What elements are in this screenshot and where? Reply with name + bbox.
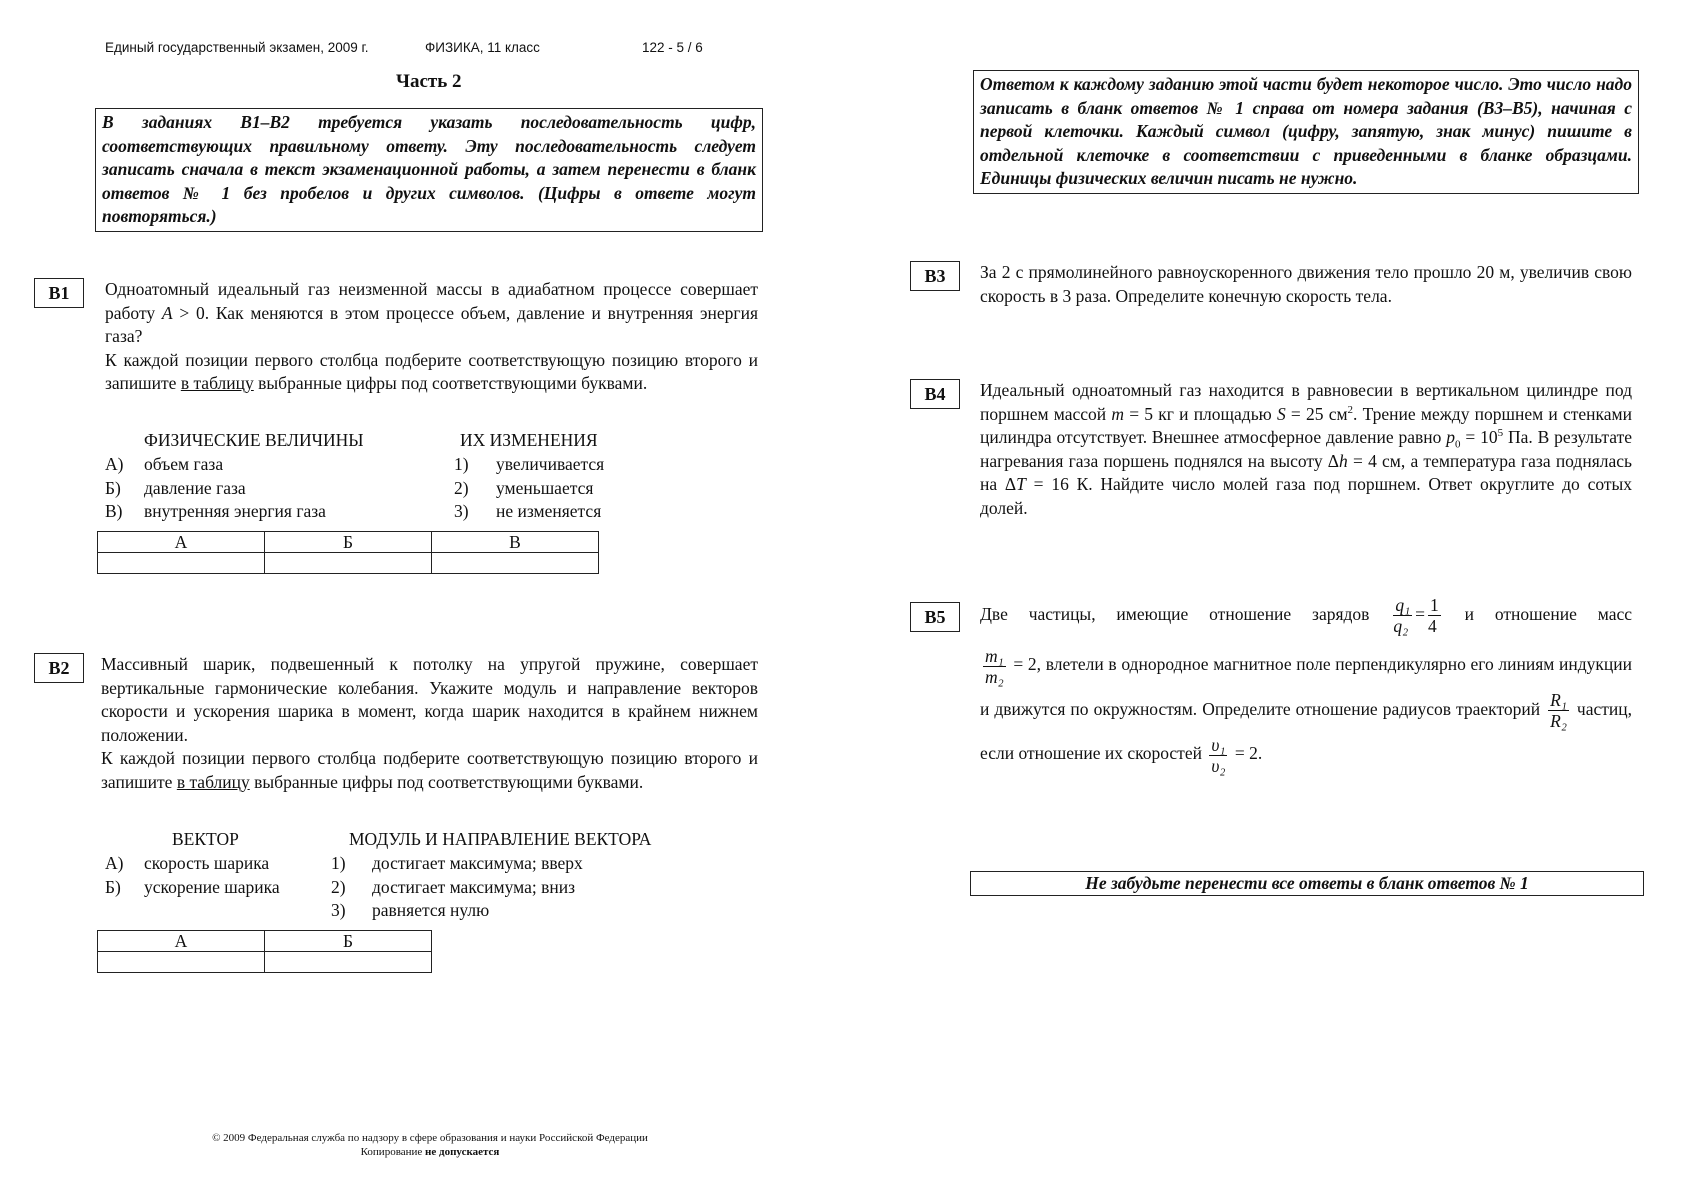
instructions-b3-b5: Ответом к каждому заданию этой части будет некоторое число. Это число надо записать в бланк ответов № 1 справа от номера задания (В3–В5), начиная с первой клеточки. Каждый символ (цифру, запятую, знак минус) пишите в отдельной клеточке в соответствии с приведенными в бланке образцами. Единицы физических величин писать не нужно. xyxy=(973,70,1639,194)
b2-answer-table: А Б xyxy=(97,930,432,973)
part-title: Часть 2 xyxy=(396,71,462,92)
b2-right-list: 1) достигает максимума; вверх 2) достигает максимума; вниз 3) равняется нулю xyxy=(331,853,583,920)
b1-col2-header: ИХ ИЗМЕНЕНИЯ xyxy=(460,430,598,450)
task-b2 xyxy=(101,653,758,794)
task-b1 xyxy=(105,278,758,396)
task-label-b4: В4 xyxy=(910,379,960,409)
b1-answer-table: А Б В xyxy=(97,531,599,574)
b1-answer-b[interactable] xyxy=(265,553,432,574)
radius-ratio: $\frac{\text{R₁}}{\text{R₂}}$ xyxy=(1550,690,1567,732)
b1-question: Одноатомный идеальный газ неизменной массы в адиабатном процессе совершает работу A > 0. Как меняются в этом процессе объем, давление и внутренняя энергия газа? xyxy=(105,279,758,346)
reminder-box: Не забудьте перенести все ответы в бланк ответов № 1 xyxy=(970,871,1644,896)
b1-answer-a[interactable] xyxy=(98,553,265,574)
b1-col1-header: ФИЗИЧЕСКИЕ ВЕЛИЧИНЫ xyxy=(144,430,364,450)
b2-col2-header: МОДУЛЬ И НАПРАВЛЕНИЕ ВЕКТОРА xyxy=(349,829,652,849)
velocity-ratio: $\frac{\text{υ₁}}{\text{υ₂}}$ xyxy=(1211,734,1226,776)
task-b4: Идеальный одноатомный газ находится в равновесии в вертикальном цилиндре под поршнем массой m = 5 кг и площадью S = 25 $см^2$. Трение между поршнем и стенками цилиндра отсутствует. Внешнее атмосферное давление равно $p_0 = 10^5$ Па. В результате нагревания газа поршень поднялся на высоту Δh = 4 см, а температура газа поднялась на ΔT = 16 К. Найдите число молей газа под поршнем. Ответ округлите до сотых долей. xyxy=(980,380,1633,518)
task-label-b3: В3 xyxy=(910,261,960,291)
task-b5: Две частицы, имеющие отношение зарядов $\frac{\text{q₁}}{\text{q₂}}$ = $\frac{1}{4}$ и отношение масс $\frac{\text{m₁}}{\text{m₂}}$ = 2, влетели в однородное магнитное поле перпендикулярно его линиям индукции и движутся по окружностям. Определите отношение радиусов траекторий $\frac{\text{R₁}}{\text{R₂}}$ частиц, если отношение их скоростей $\frac{\text{υ₁}}{\text{υ₂}}$ = 2. xyxy=(980,595,1633,776)
mass-ratio: $\frac{\text{m₁}}{\text{m₂}}$ xyxy=(985,645,1004,687)
b1-answer-v[interactable] xyxy=(432,553,599,574)
task-label-b2: В2 xyxy=(34,653,84,683)
header-page: 122 - 5 / 6 xyxy=(642,40,703,55)
b2-question: Массивный шарик, подвешенный к потолку на упругой пружине, совершает вертикальные гармонические колебания. Укажите модуль и направление векторов скорости и ускорения шарика в момент, когда шарик находится в крайнем нижнем положении. xyxy=(101,654,758,745)
header-exam: Единый государственный экзамен, 2009 г. xyxy=(105,40,369,55)
task-label-b1: В1 xyxy=(34,278,84,308)
b2-answer-b[interactable] xyxy=(265,952,432,973)
task-label-b5: В5 xyxy=(910,602,960,632)
b2-left-list: А) скорость шарика Б) ускорение шарика xyxy=(105,853,280,897)
charge-ratio: $\frac{\text{q₁}}{\text{q₂}}$ xyxy=(1393,595,1411,637)
task-b3: За 2 с прямолинейного равноускоренного движения тело прошло 20 м, увеличив свою скорость в 3 раза. Определите конечную скорость тела. xyxy=(980,262,1632,306)
b1-left-list: А) объем газа Б) давление газа В) внутренняя энергия газа xyxy=(105,454,326,521)
b1-right-list: 1) увеличивается 2) уменьшается 3) не изменяется xyxy=(454,454,605,521)
b2-col1-header: ВЕКТОР xyxy=(172,829,239,849)
b1-instruction: К каждой позиции первого столбца подберите соответствующую позицию второго и запишите в таблицу выбранные цифры под соответствующими буквами. xyxy=(105,349,758,393)
instructions-b1-b2: В заданиях В1–В2 требуется указать последовательность цифр, соответствующих правильному ответу. Эту последовательность следует записать сначала в текст экзаменационной работы, а затем перенести в бланк ответов № 1 без пробелов и других символов. (Цифры в ответе могут повторяться.) xyxy=(95,108,763,232)
b2-instruction: К каждой позиции первого столбца подберите соответствующую позицию второго и запишите в таблицу выбранные цифры под соответствующими буквами. xyxy=(101,748,758,792)
footer: © 2009 Федеральная служба по надзору в сфере образования и науки Российской Федерации Копирование не допускается xyxy=(212,1132,648,1158)
b2-answer-a[interactable] xyxy=(98,952,265,973)
header-subject: ФИЗИКА, 11 класс xyxy=(425,40,540,55)
